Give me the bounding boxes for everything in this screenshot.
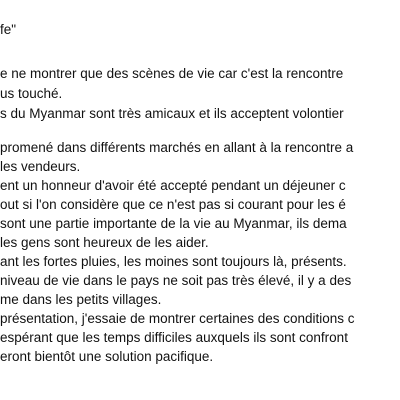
text-line-6: ent un honneur d'avoir été accepté pendant un déjeuner c xyxy=(0,178,346,193)
document-title-fragment: fe" xyxy=(0,22,17,37)
text-line-8: sont une partie importante de la vie au Myanmar, ils dema xyxy=(0,216,347,231)
text-line-10: ant les fortes pluies, les moines sont toujours là, présents. xyxy=(0,254,347,269)
text-line-12: me dans les petits villages. xyxy=(0,292,162,307)
text-line-7: out si l'on considère que ce n'est pas si courant pour les é xyxy=(0,197,346,212)
text-line-1: e ne montrer que des scènes de vie car c'est la rencontre xyxy=(0,66,344,81)
text-line-11: niveau de vie dans le pays ne soit pas très élevé, il y a des xyxy=(0,273,352,288)
text-line-9: les gens sont heureux de les aider. xyxy=(0,235,209,250)
text-line-4: promené dans différents marchés en allant à la rencontre a xyxy=(0,140,354,155)
text-line-3: s du Myanmar sont très amicaux et ils acceptent volontier xyxy=(0,106,344,121)
text-line-2: us touché. xyxy=(0,86,63,101)
text-line-15: eront bientôt une solution pacifique. xyxy=(0,349,214,364)
text-line-14: espérant que les temps difficiles auxquels ils sont confront xyxy=(0,330,348,345)
text-line-5: les vendeurs. xyxy=(0,159,81,174)
text-line-13: présentation, j'essaie de montrer certaines des conditions c xyxy=(0,311,355,326)
